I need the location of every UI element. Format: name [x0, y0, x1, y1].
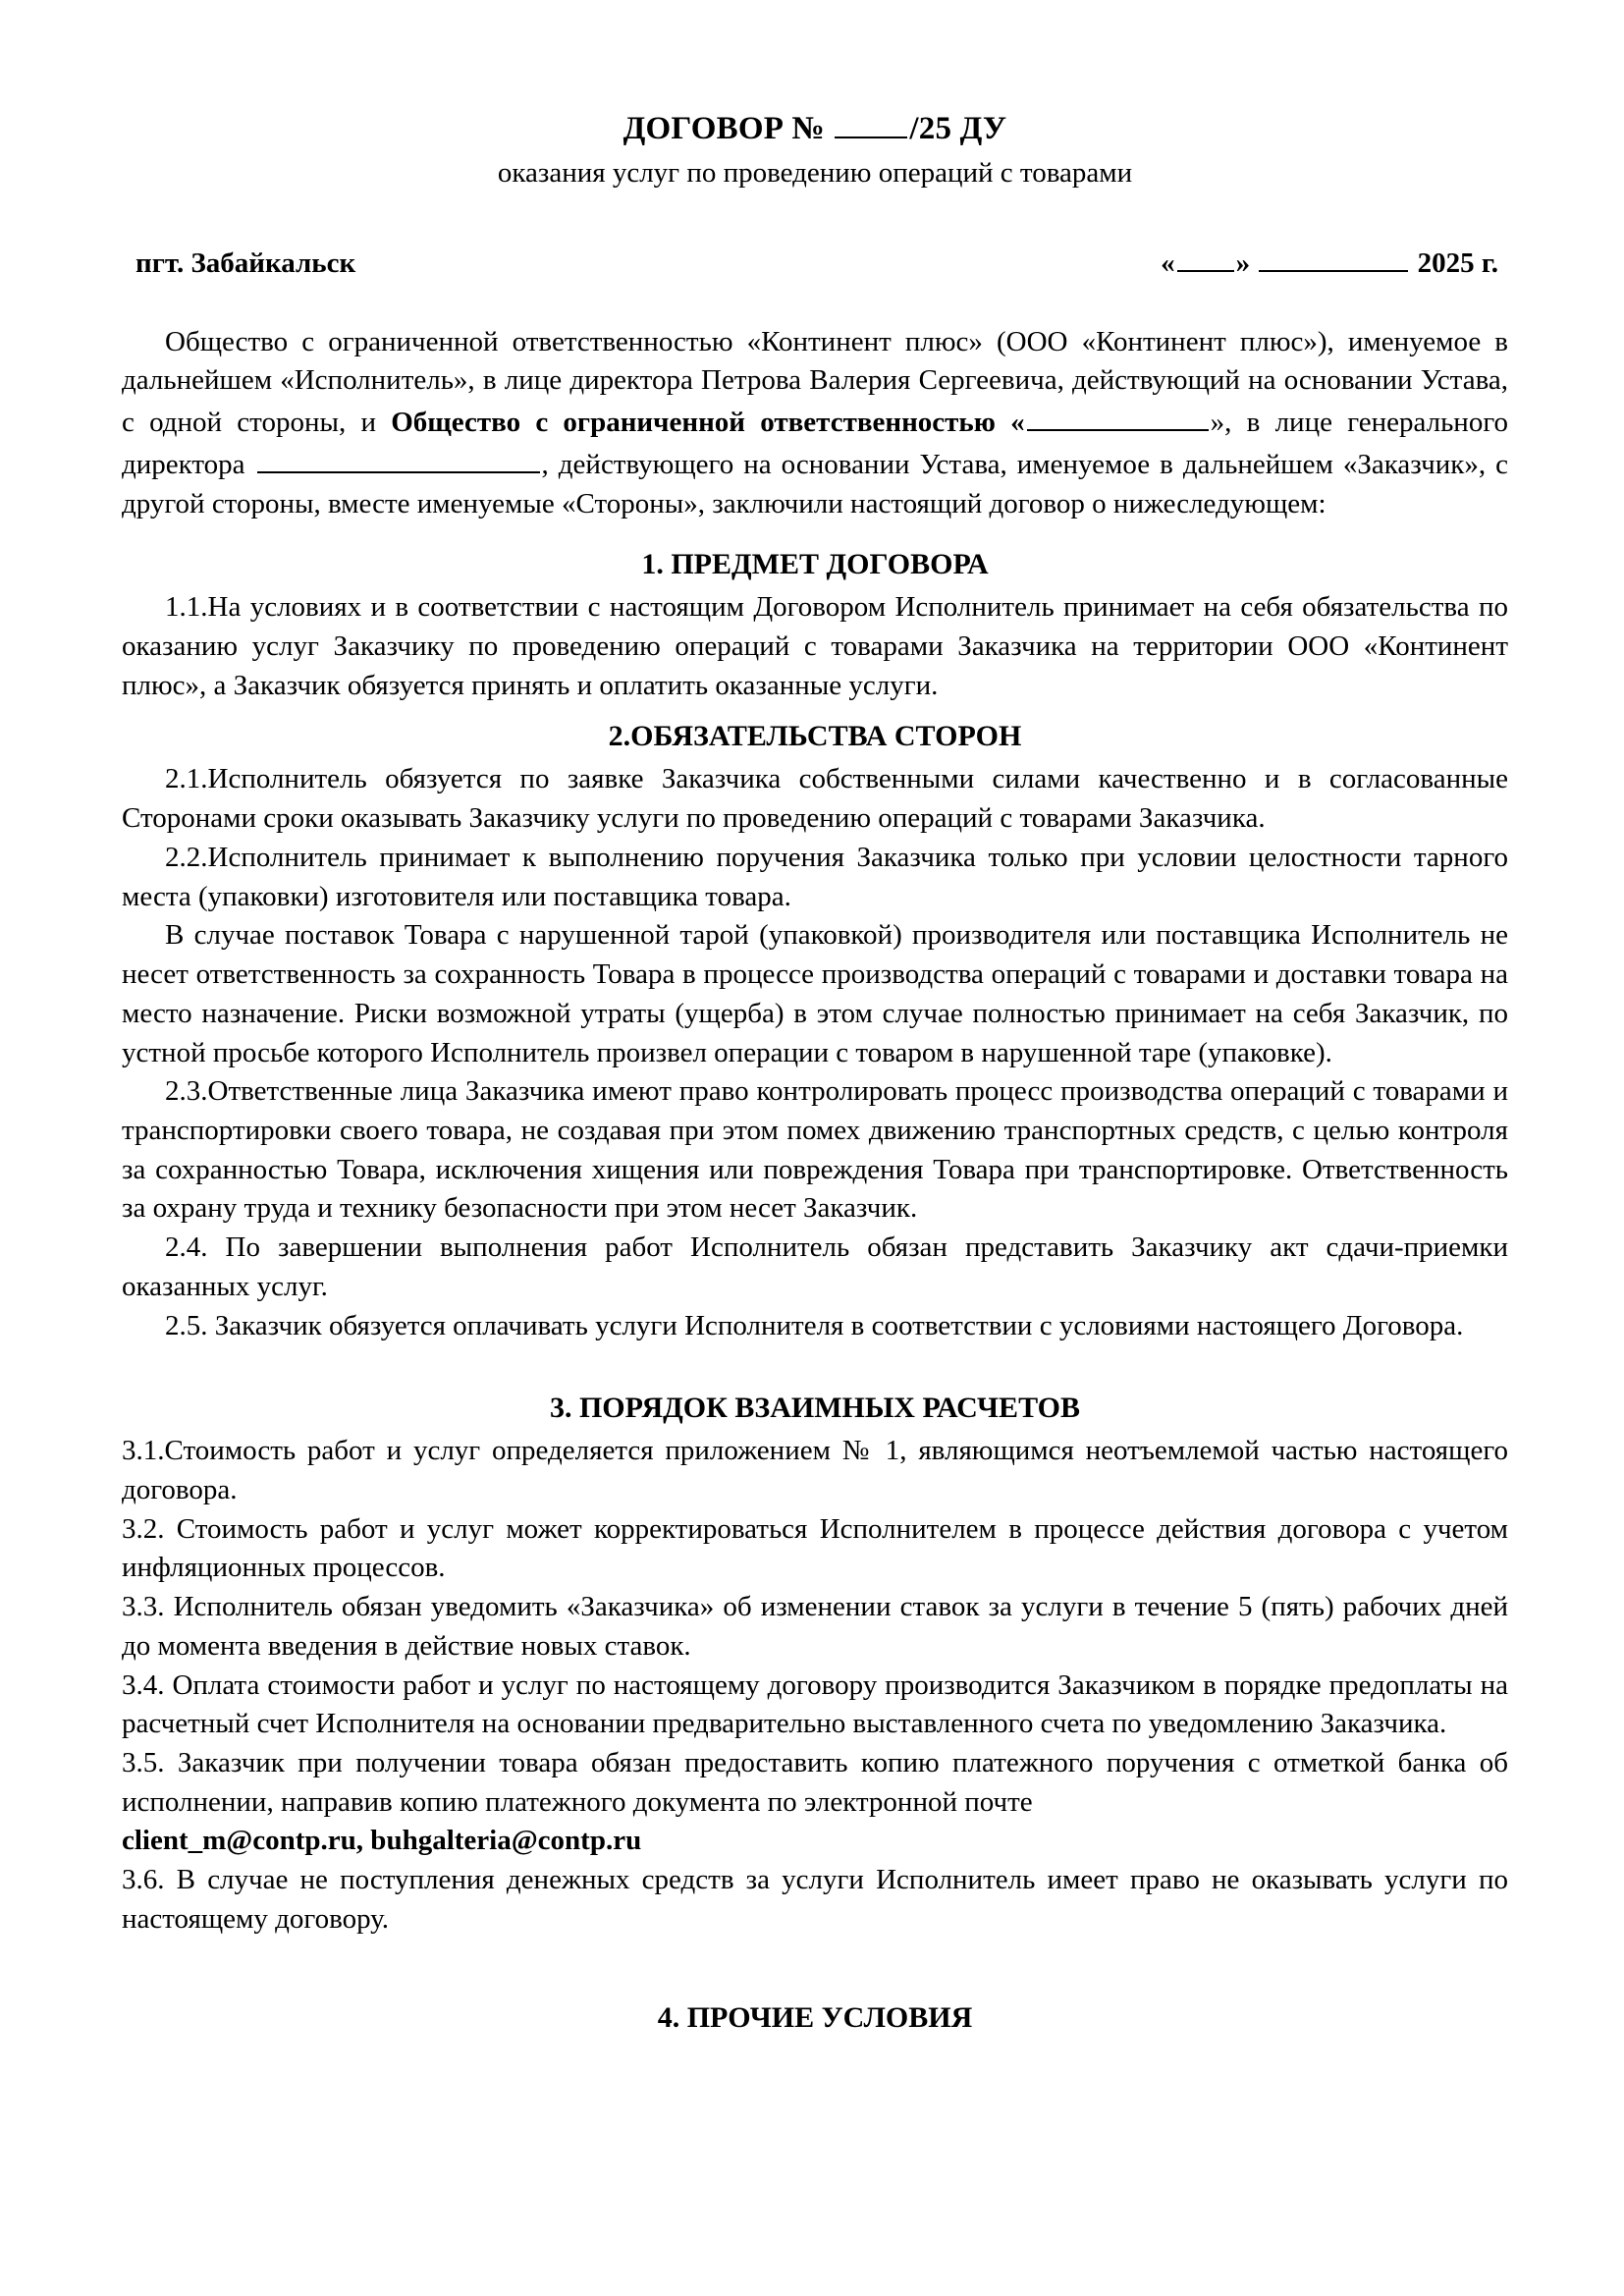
clause-2-2: 2.2.Исполнитель принимает к выполнению поручения Заказчика только при условии целостности тарного места (упаковки) изготовителя или поставщика товара. — [122, 841, 1508, 912]
clause-3-5: 3.5. Заказчик при получении товара обязан предоставить копию платежного поручения с отметкой банка об исполнении, направив копию платежного документа по электронной почте — [122, 1747, 1508, 1818]
date-close-quote: » — [1235, 246, 1251, 279]
clause-3-3: 3.3. Исполнитель обязан уведомить «Заказчика» об изменении ставок за услуги в течение 5 (пять) рабочих дней до момента введения в действие новых ставок. — [122, 1591, 1508, 1662]
page-title — [122, 98, 1508, 148]
preamble-after-org: », в лице генерального директора — [122, 407, 1508, 480]
clause-3-2: 3.2. Стоимость работ и услуг может корректироваться Исполнителем в процессе действия договора с учетом инфляционных процессов. — [122, 1512, 1508, 1584]
clause-2-5: 2.5. Заказчик обязуется оплачивать услуги Исполнителя в соответствии с условиями настоящего Договора. — [165, 1309, 1464, 1341]
city-label: пгт. Забайкальск — [135, 246, 356, 279]
date-month-blank[interactable] — [1259, 242, 1408, 272]
clause-2-3: 2.3.Ответственные лица Заказчика имеют право контролировать процесс производства операций с товарами и транспортировки своего товара, не создавая при этом помех движению транспортных средств, с целью контроля за сохранностью Товара, исключения хищения или повреждения Товара при транспортировке. Ответственность за охрану труда и технику безопасности при этом несет Заказчик. — [122, 1075, 1508, 1225]
clause-3-6: 3.6. В случае не поступления денежных средств за услуги Исполнитель имеет право не оказывать услуги по настоящему договору. — [122, 1864, 1508, 1935]
customer-director-blank[interactable] — [257, 443, 540, 473]
doc-title-suffix: /25 ДУ — [909, 111, 1007, 146]
preamble-bold-party: Общество с ограниченной ответственностью « — [391, 407, 1025, 439]
contract-number-blank[interactable] — [835, 104, 907, 138]
date-year-label: 2025 г. — [1417, 246, 1498, 279]
section-heading-3: 3. ПОРЯДОК ВЗАИМНЫХ РАСЧЕТОВ — [549, 1392, 1081, 1425]
section-heading-1: 1. ПРЕДМЕТ ДОГОВОРА — [641, 548, 989, 581]
clause-2-2-continuation: В случае поставок Товара с нарушенной тарой (упаковкой) производителя или поставщика Исполнитель не несет ответственность за сохранность Товара в процессе производства операций с товарами и доставки товара на место назначение. Риски возможной утраты (ущерба) в этом случае полностью принимает на себя Заказчик, по устной просьбе которого Исполнитель произвел операции с товаром в нарушенной таре (упаковке). — [122, 919, 1508, 1068]
clause-3-4: 3.4. Оплата стоимости работ и услуг по настоящему договору производится Заказчиком в порядке предоплаты на расчетный счет Исполнителя на основании предварительно выставленного счета по уведомлению Заказчика. — [122, 1668, 1508, 1740]
preamble-paragraph — [122, 323, 1508, 524]
doc-title-prefix: ДОГОВОР № — [623, 111, 834, 146]
customer-org-blank[interactable] — [1027, 401, 1209, 431]
date-open-quote: « — [1161, 246, 1175, 279]
date-day-blank[interactable] — [1177, 242, 1234, 272]
section-heading-4: 4. ПРОЧИЕ УСЛОВИЯ — [657, 2000, 973, 2034]
doc-subtitle: оказания услуг по проведению операций с товарами — [497, 156, 1133, 189]
section-heading-2: 2.ОБЯЗАТЕЛЬСТВА СТОРОН — [608, 720, 1022, 753]
clause-2-4: 2.4. По завершении выполнения работ Исполнитель обязан представить Заказчику акт сдачи-приемки оказанных услуг. — [122, 1231, 1508, 1302]
contact-emails[interactable]: client_m@contp.ru, buhgalteria@contp.ru — [122, 1825, 642, 1857]
date-fields — [1161, 242, 1508, 280]
clause-3-1: 3.1.Стоимость работ и услуг определяется приложением № 1, являющимся неотъемлемой частью настоящего договора. — [122, 1435, 1508, 1505]
preamble-part1: Общество с ограниченной ответственностью «Континент плюс» (ООО «Континент плюс»), именуемое в дальнейшем «Исполнитель», в лице директора Петрова Валерия Сергеевича, действующий на основании Устава, с одной стороны, и — [122, 325, 1508, 439]
preamble-part2: , действующего на основании Устава, именуемое в дальнейшем «Заказчик», с другой стороны, вместе именуемые «Стороны», заключили настоящий договор о нижеследующем: — [122, 448, 1508, 519]
place-and-date-line — [122, 242, 1508, 280]
clause-1-1: 1.1.На условиях и в соответствии с настоящим Договором Исполнитель принимает на себя обязательства по оказанию услуг Заказчику по проведению операций с товарами Заказчика на территории ООО «Континент плюс», а Заказчик обязуется принять и оплатить оказанные услуги. — [122, 591, 1508, 701]
clause-2-1: 2.1.Исполнитель обязуется по заявке Заказчика собственными силами качественно и в согласованные Сторонами сроки оказывать Заказчику услуги по проведению операций с товарами Заказчика. — [122, 763, 1508, 835]
